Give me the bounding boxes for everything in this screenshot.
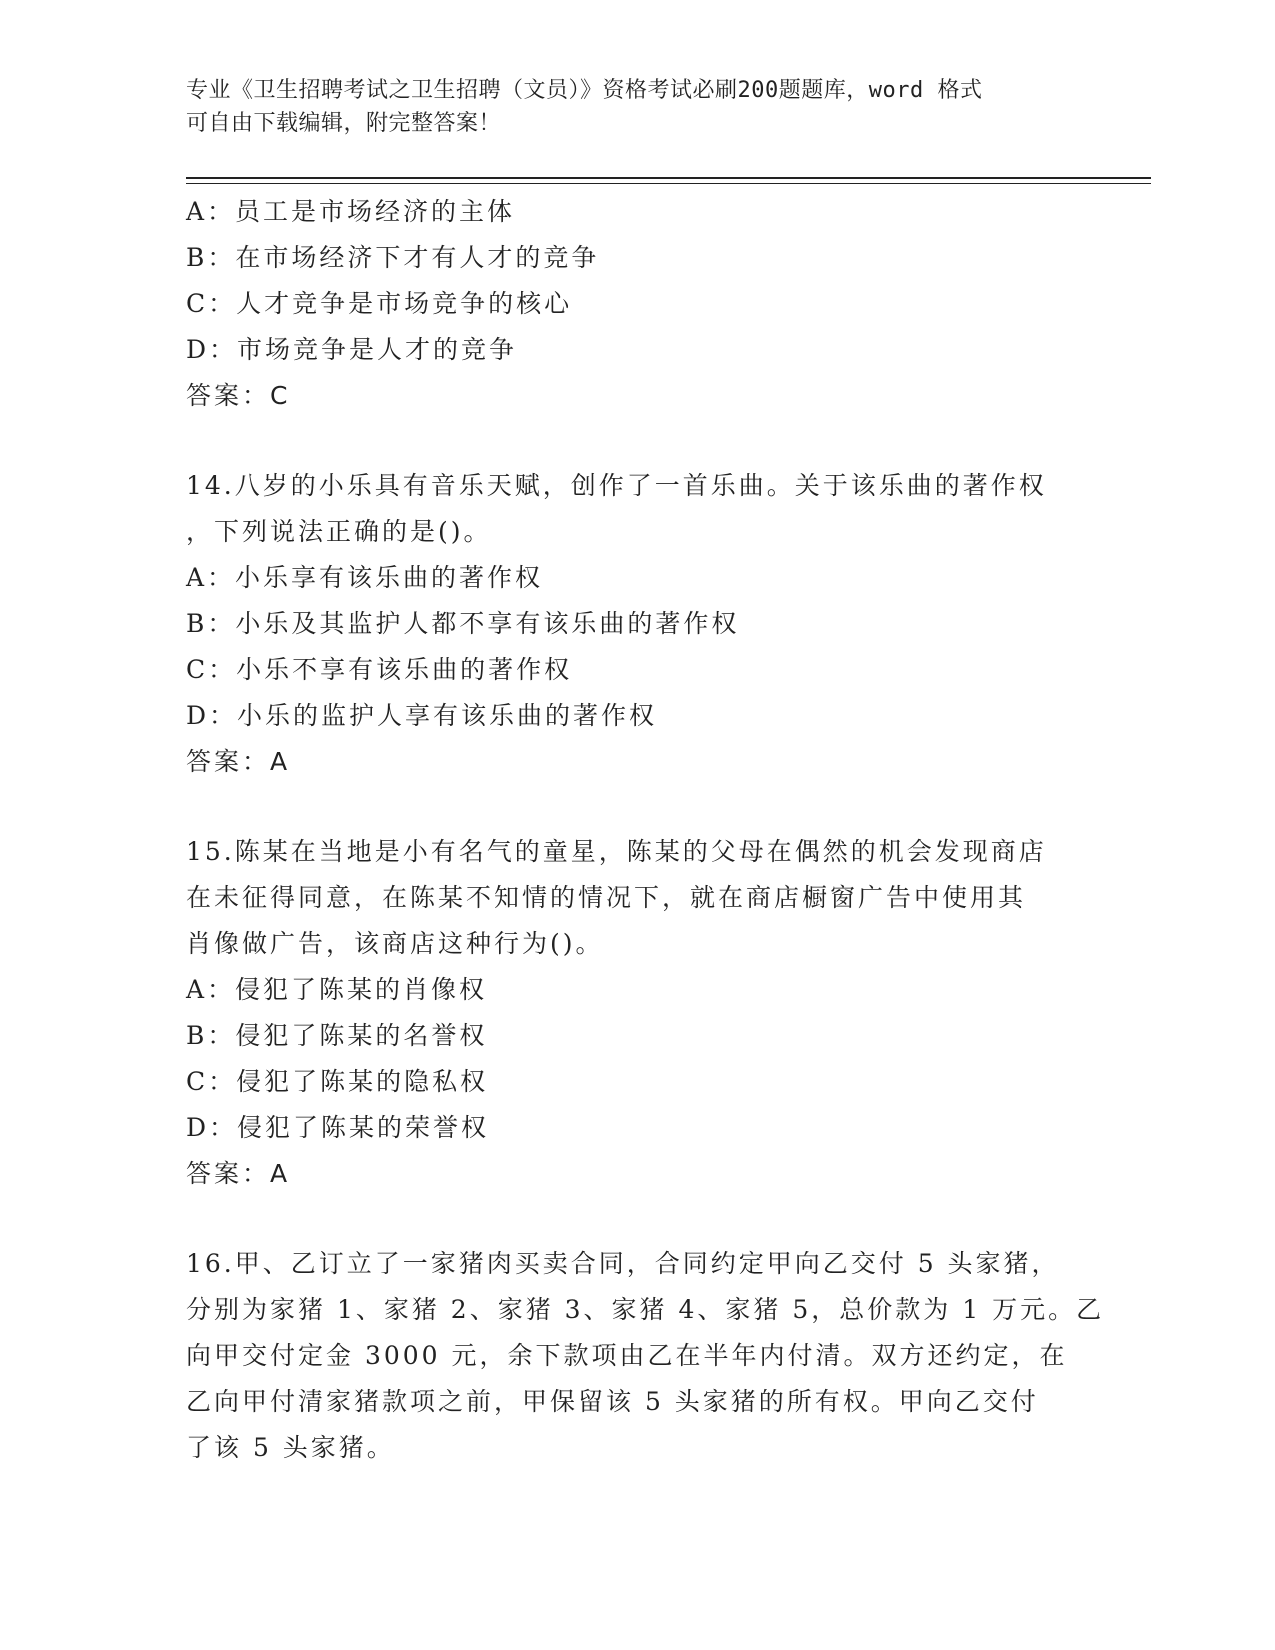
option-a: A：小乐享有该乐曲的著作权 [186, 563, 544, 592]
question-16 [186, 1241, 1105, 1471]
option-c: C：侵犯了陈某的隐私权 [186, 1067, 489, 1096]
header-rule-thick [186, 177, 1151, 179]
spacer [186, 785, 1086, 829]
question-stem-line: 分别为家猪 1、家猪 2、家猪 3、家猪 4、家猪 5，总价款为 1 万元。乙 [186, 1295, 1105, 1324]
option-b: B：侵犯了陈某的名誉权 [186, 1021, 488, 1050]
answer: 答案：A [186, 747, 291, 776]
question-stem-line: ，下列说法正确的是()。 [186, 517, 492, 546]
question-14 [186, 463, 1086, 785]
question-stem-line: 14.八岁的小乐具有音乐天赋，创作了一首乐曲。关于该乐曲的著作权 [186, 471, 1047, 500]
question-stem-line: 在未征得同意，在陈某不知情的情况下，就在商店橱窗广告中使用其 [186, 883, 1027, 912]
spacer [186, 1197, 1086, 1241]
option-a: A：员工是市场经济的主体 [186, 197, 516, 226]
answer: 答案：C [186, 381, 291, 410]
option-b: B：在市场经济下才有人才的竞争 [186, 243, 600, 272]
answer: 答案：A [186, 1159, 291, 1188]
question-stem-line: 肖像做广告，该商店这种行为()。 [186, 929, 604, 958]
option-d: D：小乐的监护人享有该乐曲的著作权 [186, 701, 658, 730]
option-c: C：小乐不享有该乐曲的著作权 [186, 655, 573, 684]
spacer [186, 419, 1086, 463]
header-line-2: 可自由下载编辑，附完整答案！ [186, 111, 502, 136]
option-d: D：侵犯了陈某的荣誉权 [186, 1113, 490, 1142]
header-rule-thin [186, 183, 1151, 184]
option-a: A：侵犯了陈某的肖像权 [186, 975, 488, 1004]
option-b: B：小乐及其监护人都不享有该乐曲的著作权 [186, 609, 740, 638]
option-c: C：人才竞争是市场竞争的核心 [186, 289, 573, 318]
question-stem-line: 15.陈某在当地是小有名气的童星，陈某的父母在偶然的机会发现商店 [186, 837, 1047, 866]
question-stem-line: 了该 5 头家猪。 [186, 1433, 395, 1462]
page-header [186, 74, 1066, 140]
question-stem-line: 16.甲、乙订立了一家猪肉买卖合同，合同约定甲向乙交付 5 头家猪， [186, 1249, 1060, 1278]
question-15 [186, 829, 1086, 1197]
question-stem-line: 乙向甲付清家猪款项之前，甲保留该 5 头家猪的所有权。甲向乙交付 [186, 1387, 1039, 1416]
header-line-1: 专业《卫生招聘考试之卫生招聘（文员）》资格考试必刷200题题库，word 格式 [186, 78, 983, 103]
document-body [186, 189, 1105, 1471]
question-13 [186, 189, 1086, 419]
question-stem-line: 向甲交付定金 3000 元，余下款项由乙在半年内付清。双方还约定，在 [186, 1341, 1068, 1370]
option-d: D：市场竞争是人才的竞争 [186, 335, 518, 364]
